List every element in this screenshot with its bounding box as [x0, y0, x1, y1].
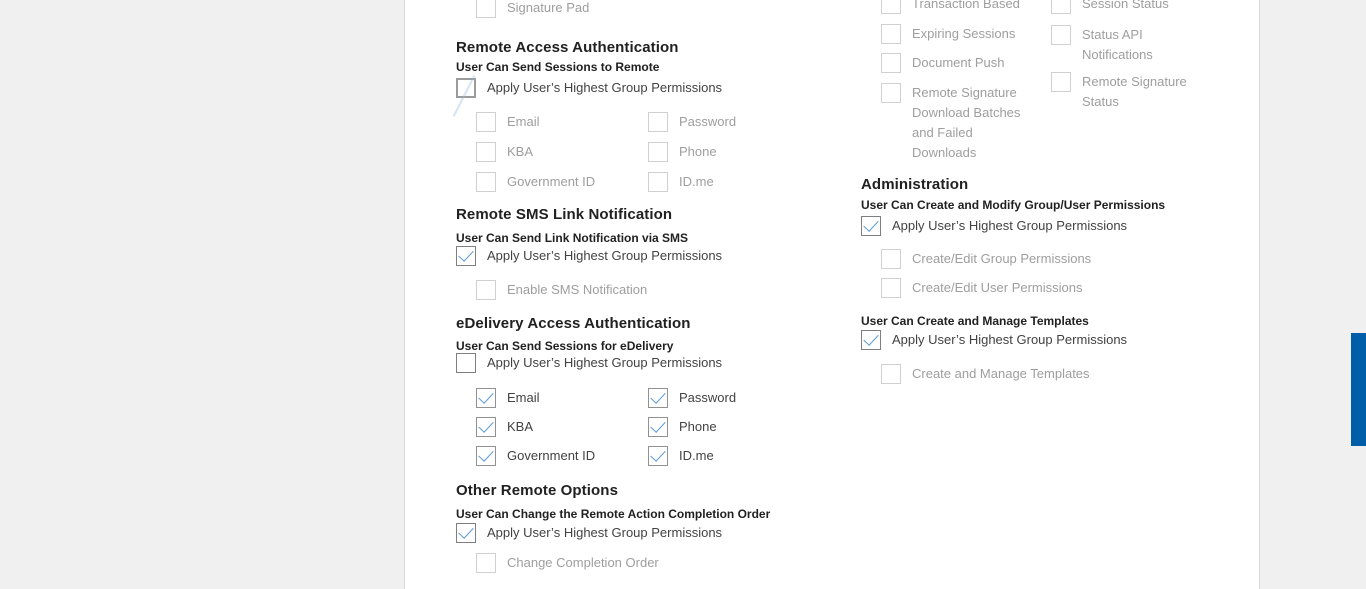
session-status-checkbox[interactable] [1051, 0, 1071, 14]
expiring-sessions-label[interactable]: Expiring Sessions [912, 26, 1016, 41]
scrollbar-thumb[interactable] [1351, 333, 1366, 446]
checkbox-row-change-completion-order [476, 553, 659, 573]
password-checkbox[interactable] [648, 388, 668, 408]
signature-pad-checkbox[interactable] [476, 0, 496, 18]
status-api-notifications-label[interactable]: Status API Notifications [1082, 27, 1153, 62]
email-label[interactable]: Email [507, 390, 540, 405]
section-title-other-remote: Other Remote Options [456, 482, 619, 499]
idme-label[interactable]: ID.me [679, 448, 714, 463]
kba-label[interactable]: KBA [507, 419, 534, 434]
remote-signature-status-checkbox[interactable] [1051, 72, 1071, 92]
check-animation-artifact [453, 75, 476, 117]
checkbox-row-create-edit-group-permissions [881, 249, 1091, 269]
expiring-sessions-checkbox[interactable] [881, 24, 901, 44]
password-label[interactable]: Password [679, 114, 737, 129]
phone-label[interactable]: Phone [679, 419, 717, 434]
checkbox-row-email [476, 112, 540, 132]
remote-signature-downloads-label[interactable]: Remote Signature Download Batches and Failed Downloads [912, 85, 1021, 160]
apply-highest-permissions-checkbox[interactable] [456, 246, 476, 266]
checkbox-row-document-push [881, 53, 1005, 73]
section-title-remote-access: Remote Access Authentication [456, 39, 679, 56]
change-completion-order-label[interactable]: Change Completion Order [507, 555, 659, 570]
section-title-remote-sms: Remote SMS Link Notification [456, 206, 673, 223]
signature-pad-label[interactable]: Signature Pad [507, 0, 590, 15]
apply-highest-permissions-checkbox[interactable] [456, 78, 476, 98]
email-checkbox[interactable] [476, 112, 496, 132]
government-id-label[interactable]: Government ID [507, 448, 596, 463]
create-manage-templates-checkbox[interactable] [881, 364, 901, 384]
apply-highest-permissions-label[interactable]: Apply User’s Highest Group Permissions [487, 355, 723, 370]
email-checkbox[interactable] [476, 388, 496, 408]
apply-highest-permissions-checkbox[interactable] [456, 353, 476, 373]
checkbox-row-idme [648, 446, 714, 466]
session-status-label[interactable]: Session Status [1082, 0, 1169, 11]
create-edit-group-permissions-label[interactable]: Create/Edit Group Permissions [912, 251, 1092, 266]
create-edit-user-permissions-checkbox[interactable] [881, 278, 901, 298]
checkbox-row-kba [476, 142, 533, 162]
remote-signature-downloads-checkbox[interactable] [881, 83, 901, 103]
checkbox-row-apply-edelivery [456, 353, 722, 373]
government-id-checkbox[interactable] [476, 172, 496, 192]
email-label[interactable]: Email [507, 114, 540, 129]
section-title-administration: Administration [861, 176, 969, 193]
kba-checkbox[interactable] [476, 417, 496, 437]
enable-sms-checkbox[interactable] [476, 280, 496, 300]
checkbox-row-government-id [476, 172, 595, 192]
password-checkbox[interactable] [648, 112, 668, 132]
right-permissions-column [861, 0, 1261, 589]
transaction-based-label[interactable]: Transaction Based [912, 0, 1020, 11]
section-subtitle-remote-access: User Can Send Sessions to Remote [456, 60, 660, 74]
apply-highest-permissions-label[interactable]: Apply User’s Highest Group Permissions [487, 248, 723, 263]
transaction-based-checkbox[interactable] [881, 0, 901, 14]
apply-highest-permissions-checkbox[interactable] [861, 216, 881, 236]
apply-highest-permissions-checkbox[interactable] [456, 523, 476, 543]
apply-highest-permissions-label[interactable]: Apply User’s Highest Group Permissions [487, 525, 723, 540]
government-id-checkbox[interactable] [476, 446, 496, 466]
document-push-label[interactable]: Document Push [912, 55, 1005, 70]
section-subtitle-other-remote: User Can Change the Remote Action Completion Order [456, 507, 771, 521]
checkbox-row-apply-templates [861, 330, 1127, 350]
idme-label[interactable]: ID.me [679, 174, 714, 189]
checkbox-row-session-status [1051, 0, 1169, 14]
checkbox-row-password [648, 112, 736, 132]
phone-checkbox[interactable] [648, 417, 668, 437]
checkbox-row-status-api-notifications [1051, 25, 1172, 65]
permissions-panel [404, 0, 1260, 589]
government-id-label[interactable]: Government ID [507, 174, 596, 189]
document-push-checkbox[interactable] [881, 53, 901, 73]
checkbox-row-transaction-based [881, 0, 1020, 14]
apply-highest-permissions-label[interactable]: Apply User’s Highest Group Permissions [892, 332, 1128, 347]
checkbox-row-email [476, 388, 540, 408]
checkbox-row-create-edit-user-permissions [881, 278, 1083, 298]
checkbox-row-remote-signature-status [1051, 72, 1192, 112]
create-manage-templates-label[interactable]: Create and Manage Templates [912, 366, 1090, 381]
create-edit-group-permissions-checkbox[interactable] [881, 249, 901, 269]
kba-label[interactable]: KBA [507, 144, 534, 159]
idme-checkbox[interactable] [648, 446, 668, 466]
section-subtitle-modify-permissions: User Can Create and Modify Group/User Permissions [861, 198, 1166, 212]
idme-checkbox[interactable] [648, 172, 668, 192]
checkbox-row-apply-other-remote [456, 523, 722, 543]
create-edit-user-permissions-label[interactable]: Create/Edit User Permissions [912, 280, 1083, 295]
checkbox-row-apply-remote-access [456, 78, 722, 98]
checkbox-row-idme [648, 172, 714, 192]
checkbox-row-enable-sms [476, 280, 647, 300]
checkbox-row-phone [648, 142, 717, 162]
apply-highest-permissions-label[interactable]: Apply User’s Highest Group Permissions [487, 80, 723, 95]
checkbox-row-apply-admin-permissions [861, 216, 1127, 236]
checkbox-row-government-id [476, 446, 595, 466]
change-completion-order-checkbox[interactable] [476, 553, 496, 573]
remote-signature-status-label[interactable]: Remote Signature Status [1082, 74, 1187, 109]
left-permissions-column [456, 0, 796, 589]
kba-checkbox[interactable] [476, 142, 496, 162]
section-subtitle-remote-sms: User Can Send Link Notification via SMS [456, 231, 689, 245]
checkbox-row-signature-pad [476, 0, 589, 18]
phone-checkbox[interactable] [648, 142, 668, 162]
status-api-notifications-checkbox[interactable] [1051, 25, 1071, 45]
checkbox-row-apply-remote-sms [456, 246, 722, 266]
section-title-edelivery: eDelivery Access Authentication [456, 315, 691, 332]
checkbox-row-remote-signature-downloads [881, 83, 1026, 163]
checkbox-row-password [648, 388, 736, 408]
checkbox-row-expiring-sessions [881, 24, 1015, 44]
enable-sms-label[interactable]: Enable SMS Notification [507, 282, 648, 297]
checkbox-row-phone [648, 417, 717, 437]
apply-highest-permissions-label[interactable]: Apply User’s Highest Group Permissions [892, 218, 1128, 233]
apply-highest-permissions-checkbox[interactable] [861, 330, 881, 350]
section-subtitle-edelivery: User Can Send Sessions for eDelivery [456, 339, 674, 353]
phone-label[interactable]: Phone [679, 144, 717, 159]
section-subtitle-manage-templates: User Can Create and Manage Templates [861, 314, 1089, 328]
checkbox-row-create-manage-templates [881, 364, 1090, 384]
password-label[interactable]: Password [679, 390, 737, 405]
checkbox-row-kba [476, 417, 533, 437]
